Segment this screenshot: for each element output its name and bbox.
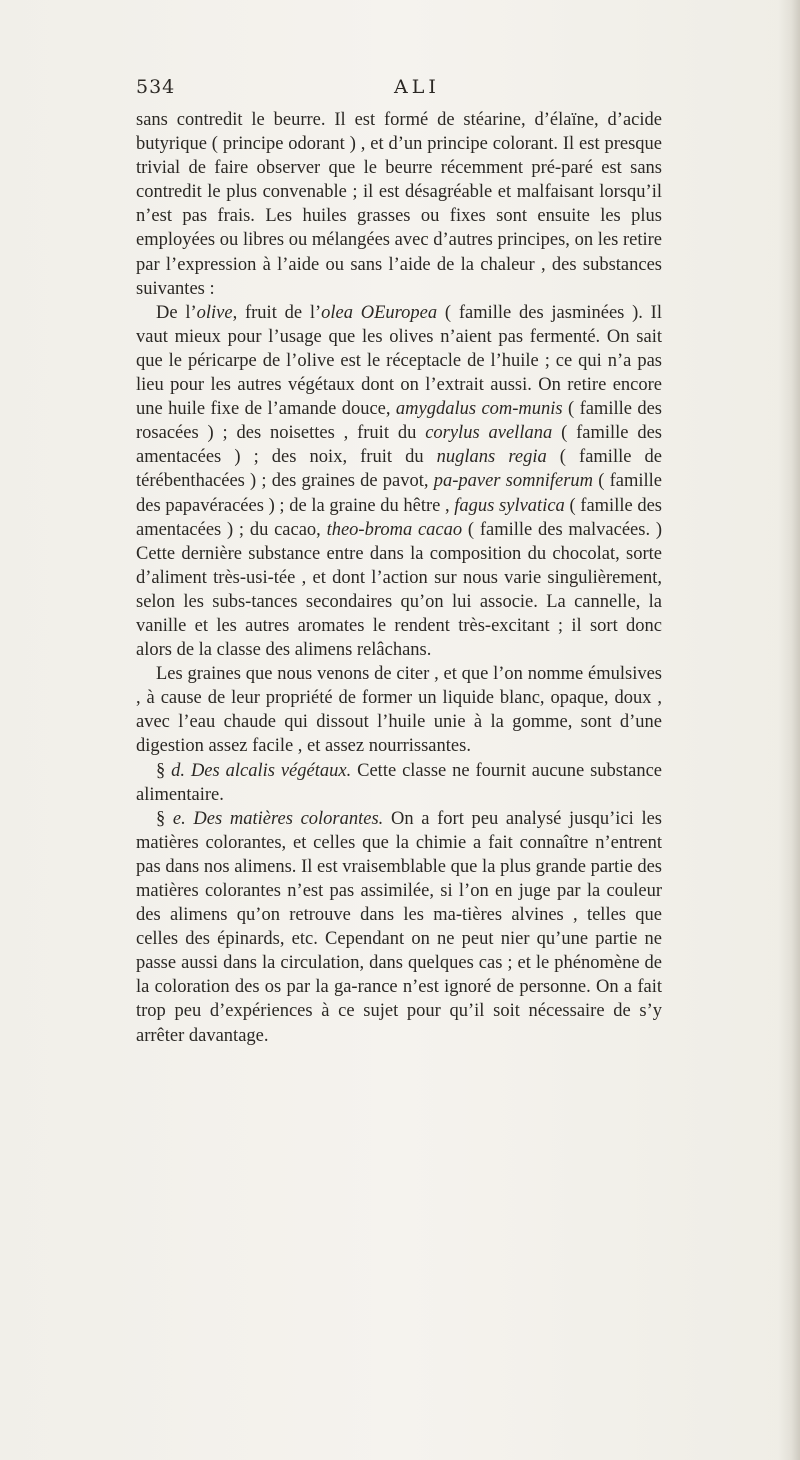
running-head: ALI xyxy=(394,76,440,98)
paragraph-butter-oils xyxy=(136,108,662,301)
text-segment: § xyxy=(156,808,173,829)
text-segment: ( famille des jasminées ). Il vaut mieux pour l’usage que les olives n’aient pas fermenté. On sait que le péricarpe de l’olive est le réceptacle de l’huile ; ce qui n’a pas lieu pour les autres végétaux dont on l’extrait aussi. On retire encore une huile fixe de l’amande douce, xyxy=(136,302,662,420)
italic-segment: d. Des alcalis végétaux. xyxy=(171,760,352,781)
italic-segment: theo-broma cacao xyxy=(326,519,463,540)
text-segment: ( famille de térébenthacées ) ; des graines de pavot, xyxy=(136,447,662,492)
italic-segment: olive xyxy=(196,302,233,323)
page-header xyxy=(136,76,666,106)
text-segment: ( famille des rosacées ) ; des noisettes , fruit du xyxy=(136,399,663,444)
text-segment: sans contredit le beurre. Il est formé de stéarine, d’élaïne, d’acide butyrique ( principe odorant ) , et d’un principe colorant. Il est presque trivial de faire observer que le beurre récemment pré-paré est sans contredit le plus convenable ; il est désagréable et malfaisant lorsqu’il n’est pas frais. Les huiles grasses ou fixes sont ensuite les plus employées ou libres ou mélangées avec d’autres principes, on les retire par l’expression à l’aide ou sans l’aide de la chaleur , des substances suivantes : xyxy=(136,110,662,299)
italic-segment: corylus avellana xyxy=(425,423,553,444)
paragraph-olive-nuts xyxy=(136,301,662,662)
italic-segment: fagus sylvatica xyxy=(454,495,565,516)
paragraph-vegetable-alkalis xyxy=(136,759,662,807)
text-segment: ( famille des amentacées ) ; du cacao, xyxy=(136,495,663,540)
text-segment: ( famille des malvacées. ) Cette dernière substance entre dans la composition du chocolat, sorte d’aliment très-usi-tée , et dont l’action sur nous varie singulièrement, selon les subs-tances secondaires qu’on lui associe. La cannelle, la vanille et les autres aromates le rendent très-excitant ; il sort donc alors de la classe des alimens relâchans. xyxy=(136,519,662,661)
page-edge-shadow xyxy=(778,0,800,1460)
italic-segment: amygdalus com-munis xyxy=(395,399,563,420)
italic-segment: nuglans regia xyxy=(436,447,547,468)
text-segment: ( famille des amentacées ) ; des noix, fruit du xyxy=(136,423,662,468)
text-segment: , fruit de l’ xyxy=(232,302,322,323)
text-segment: Les graines que nous venons de citer , et que l’on nomme émulsives , à cause de leur propriété de former un liquide blanc, opaque, doux , avec l’eau chaude qui dissout l’huile unie à la gomme, sont d’une digestion assez facile , et assez nourrissantes. xyxy=(136,664,662,757)
paragraph-emulsive-seeds xyxy=(136,662,662,758)
page-number: 534 xyxy=(136,76,176,98)
italic-segment: olea OEuropea xyxy=(321,302,438,323)
text-segment: Cette classe ne fournit aucune substance alimentaire. xyxy=(136,760,662,805)
text-segment: ( famille des papavéracées ) ; de la graine du hêtre , xyxy=(136,471,662,516)
text-segment: On a fort peu analysé jusqu’ici les matières colorantes, et celles que la chimie a fait connaître n’entrent pas dans nos alimens. Il est vraisemblable que la plus grande partie des matières colorantes n’est pas assimilée, si l’on en juge par la couleur des alimens qu’on retrouve dans les ma-tières alvines , telles que celles des épinards, etc. Cependant on ne peut nier qu’une partie ne passe aussi dans la circulation, dans quelques cas ; et le phénomène de la coloration des os par la ga-rance n’est ignoré de personne. On a fait trop peu d’expériences à ce sujet pour qu’il soit nécessaire de s’y arrêter davantage. xyxy=(136,808,662,1046)
text-segment: De l’ xyxy=(156,302,197,323)
text-segment: § xyxy=(156,760,172,781)
italic-segment: e. Des matières colorantes. xyxy=(172,808,384,829)
italic-segment: pa-paver somniferum xyxy=(433,471,594,492)
paragraph-coloring-matters xyxy=(136,807,662,1048)
body-text xyxy=(136,108,662,1048)
